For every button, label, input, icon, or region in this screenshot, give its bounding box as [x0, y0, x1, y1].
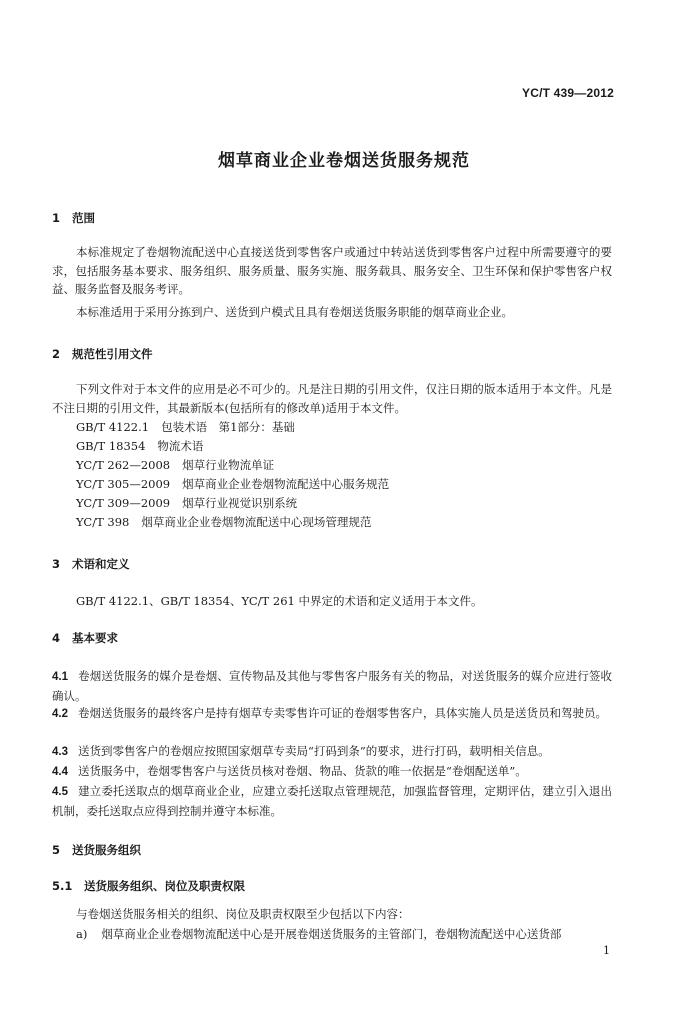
section-5-heading [52, 842, 141, 858]
section-title: 术语和定义 [72, 557, 130, 571]
section-title: 送货服务组织 [72, 843, 141, 857]
requirement-number: 4.2 [52, 708, 68, 720]
section-2-paragraph-1: 下列文件对于本文件的应用是必不可少的。凡是注日期的引用文件，仅注日期的版本适用于本文件。凡是不注日期的引用文件，其最新版本(包括所有的修改单)适用于本文件。 [52, 382, 612, 415]
section-title: 范围 [72, 211, 95, 225]
list-text: 烟草商业企业卷烟物流配送中心是开展卷烟送货服务的主管部门，卷烟物流配送中心送货部 [101, 927, 562, 941]
requirement-number: 4.1 [52, 671, 68, 683]
reference-title: 烟草商业企业卷烟物流配送中心服务规范 [182, 477, 390, 491]
section-4-heading [52, 630, 118, 646]
requirement-item [52, 704, 612, 724]
requirement-item [52, 742, 612, 762]
requirement-item [52, 762, 612, 782]
requirement-text: 送货到零售客户的卷烟应按照国家烟草专卖局“打码到条”的要求，进行打码，载明相关信息。 [78, 744, 550, 758]
subsection-title: 送货服务组织、岗位及职责权限 [84, 879, 245, 893]
list-item-a [76, 925, 612, 944]
requirement-item [52, 667, 612, 705]
reference-title: 烟草行业视觉识别系统 [182, 496, 298, 510]
requirement-text: 送货服务中，卷烟零售客户与送货员核对卷烟、物品、货款的唯一依据是“卷烟配送单”。 [78, 764, 527, 778]
reference-code: YC/T 309—2009 [76, 496, 171, 510]
reference-item [76, 418, 295, 436]
requirement-text: 建立委托送取点的烟草商业企业，应建立委托送取点管理规范，加强监督管理，定期评估，建立引入退出机制，委托送取点应得到控制并遵守本标准。 [52, 784, 612, 818]
requirement-number: 4.5 [52, 786, 68, 798]
reference-item [76, 494, 297, 512]
document-title: 烟草商业企业卷烟送货服务规范 [218, 151, 470, 171]
reference-title: 烟草行业物流单证 [182, 458, 275, 472]
reference-title: 烟草商业企业卷烟物流配送中心现场管理规范 [141, 515, 372, 529]
section-number: 3 [52, 557, 61, 571]
section-number: 5 [52, 843, 61, 857]
section-3-paragraph-1: GB/T 4122.1、GB/T 18354、YC/T 261 中界定的术语和定义适用于本文件。 [76, 594, 483, 608]
section-1-paragraph-2: 本标准适用于采用分拣到户、送货到户模式且具有卷烟送货服务职能的烟草商业企业。 [76, 305, 513, 319]
reference-item [76, 456, 274, 474]
section-number: 2 [52, 347, 61, 361]
subsection-number: 5.1 [52, 879, 73, 893]
section-number: 4 [52, 631, 61, 645]
reference-title: 物流术语 [157, 439, 204, 453]
section-5-paragraph-1: 与卷烟送货服务相关的组织、岗位及职责权限至少包括以下内容： [76, 907, 410, 921]
section-3-heading [52, 556, 130, 572]
section-title: 基本要求 [72, 631, 118, 645]
requirement-number: 4.4 [52, 766, 68, 778]
page-number: 1 [603, 944, 610, 957]
reference-title: 包装术语 第1部分：基础 [161, 420, 295, 434]
reference-code: GB/T 4122.1 [76, 420, 150, 434]
section-2-heading [52, 346, 153, 362]
reference-code: GB/T 18354 [76, 439, 146, 453]
standard-code: YC/T 439—2012 [522, 86, 614, 100]
reference-item [76, 437, 203, 455]
requirement-number: 4.3 [52, 746, 68, 758]
reference-code: YC/T 398 [76, 515, 130, 529]
reference-code: YC/T 262—2008 [76, 458, 171, 472]
section-number: 1 [52, 211, 61, 225]
requirement-text: 卷烟送货服务的媒介是卷烟、宣传物品及其他与零售客户服务有关的物品，对送货服务的媒介应进行签收确认。 [52, 669, 612, 703]
reference-code: YC/T 305—2009 [76, 477, 171, 491]
subsection-5-1-heading [52, 878, 245, 894]
requirement-text: 卷烟送货服务的最终客户是持有烟草专卖零售许可证的卷烟零售客户，具体实施人员是送货员和驾驶员。 [78, 706, 607, 720]
list-label: a) [76, 927, 88, 941]
requirement-item [52, 782, 612, 820]
section-1-paragraph-1: 本标准规定了卷烟物流配送中心直接送货到零售客户或通过中转站送货到零售客户过程中所需要遵守的要求，包括服务基本要求、服务组织、服务质量、服务实施、服务载具、服务安全、卫生环保和保护零售客户权益、服务监督及服务考评。 [52, 245, 612, 296]
section-title: 规范性引用文件 [72, 347, 153, 361]
section-1-heading [52, 210, 95, 226]
reference-item [76, 475, 389, 493]
reference-item [76, 513, 371, 531]
